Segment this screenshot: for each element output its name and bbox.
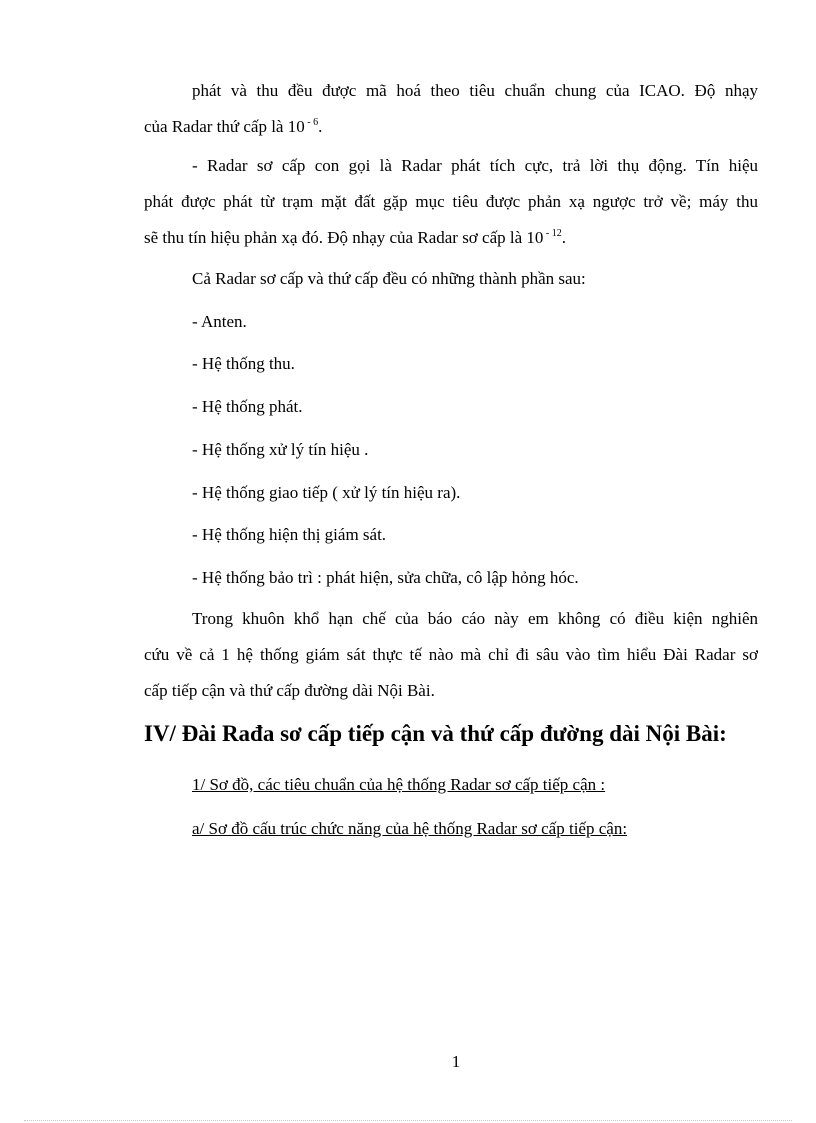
paragraph-icao-sensitivity [144, 73, 758, 145]
page-number: 1 [451, 1052, 461, 1071]
paragraph-line: phát được phát từ trạm mặt đất gặp mục tiêu được phản xạ ngược trở về; máy thu [144, 192, 758, 211]
primary-radar-sensitivity-text: sẽ thu tín hiệu phản xạ đó. Độ nhạy của Radar sơ cấp là 10 [144, 228, 544, 247]
list-item: - Hệ thống phát. [192, 397, 303, 416]
list-item: - Hệ thống giao tiếp ( xử lý tín hiệu ra). [192, 483, 461, 502]
list-item: - Hệ thống hiện thị giám sát. [192, 525, 387, 544]
list-item: - Hệ thống bảo trì : phát hiện, sửa chữa, cô lập hỏng hóc. [192, 568, 579, 587]
list-item: - Hệ thống thu. [192, 354, 295, 373]
primary-radar-sensitivity-exponent: - 12 [543, 228, 562, 239]
paragraph-primary-radar [144, 148, 758, 256]
paragraph-line: phát và thu đều được mã hoá theo tiêu chuẩn chung của ICAO. Độ nhạy [192, 81, 758, 100]
paragraph-line: - Radar sơ cấp con gọi là Radar phát tích cực, trả lời thụ động. Tín hiệu [192, 156, 758, 175]
paragraph-report-scope [144, 601, 758, 709]
paragraph-components-intro: Cả Radar sơ cấp và thứ cấp đều có những thành phần sau: [192, 269, 586, 288]
secondary-radar-sensitivity-exponent: - 6 [304, 117, 319, 128]
section-heading: IV/ Đài Rađa sơ cấp tiếp cận và thứ cấp đường dài Nội Bài: [144, 721, 727, 746]
list-item: - Anten. [192, 312, 247, 331]
paragraph-line [144, 109, 758, 145]
page-bottom-divider [24, 1120, 792, 1121]
paragraph-line [144, 220, 758, 256]
paragraph-line: cấp tiếp cận và thứ cấp đường dài Nội Bài. [144, 681, 435, 700]
secondary-radar-sensitivity-text: của Radar thứ cấp là 10 [144, 117, 305, 136]
list-item: - Hệ thống xử lý tín hiệu . [192, 440, 369, 459]
sentence-end: . [318, 117, 323, 136]
sentence-end: . [561, 228, 567, 247]
paragraph-line: cứu về cả 1 hệ thống giám sát thực tế nào mà chỉ đi sâu vào tìm hiểu Đài Radar sơ [144, 645, 758, 664]
paragraph-line: Trong khuôn khổ hạn chế của báo cáo này em không có điều kiện nghiên [192, 609, 758, 628]
subsection-heading: 1/ Sơ đồ, các tiêu chuẩn của hệ thống Radar sơ cấp tiếp cận : [192, 775, 606, 794]
subsection-heading: a/ Sơ đồ cấu trúc chức năng của hệ thống Radar sơ cấp tiếp cận: [192, 819, 628, 838]
